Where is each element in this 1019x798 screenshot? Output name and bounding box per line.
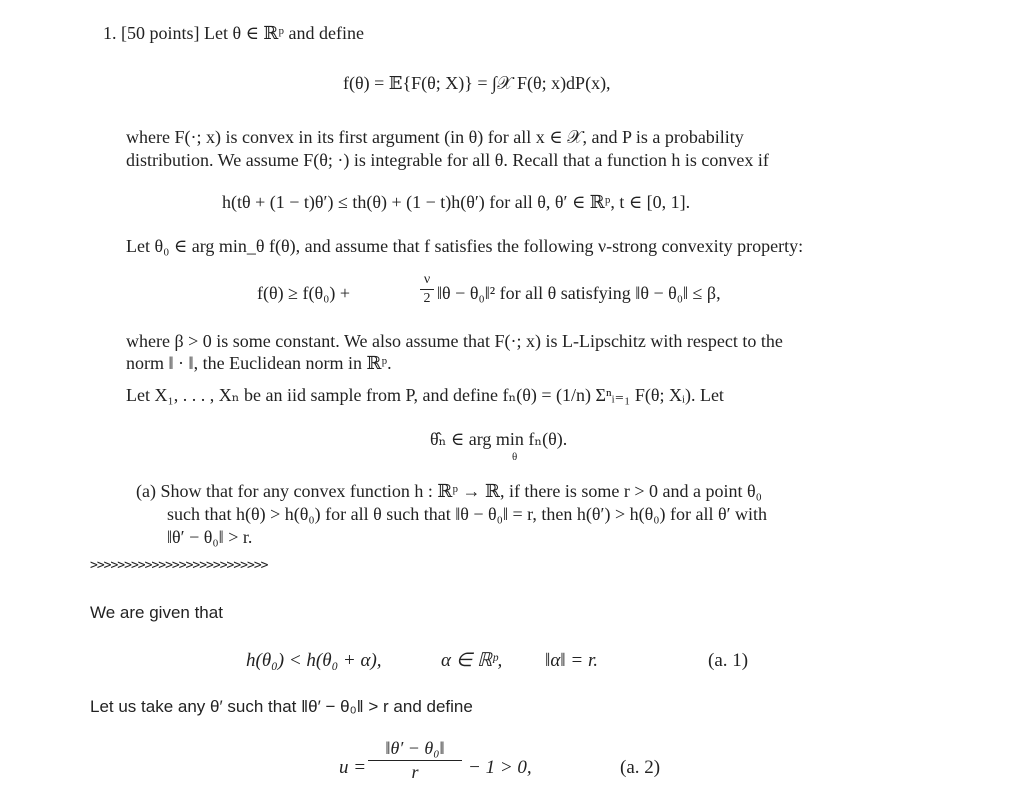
- part-a-line2: such that h(θ) > h(θ₀) for all θ such that ‖θ − θ₀‖ = r, then h(θ′) > h(θ₀) for all θ′ with: [167, 504, 768, 524]
- eq-strong-denominator: 2: [423, 291, 431, 306]
- paragraph-convexity-line1: where F(·; x) is convex in its first argument (in θ) for all x ∈ 𝒳, and P is a probability: [126, 127, 744, 147]
- problem-header: 1. [50 points] Let θ ∈ ℝᵖ and define: [103, 23, 364, 43]
- eq-u-right: − 1 > 0,: [468, 757, 532, 778]
- eq-strong-left: f(θ) ≥ f(θ₀) +: [257, 283, 351, 303]
- paragraph-iid-sample: Let X₁, . . . , Xₙ be an iid sample from P, and define fₙ(θ) = (1/n) Σⁿᵢ₌₁ F(θ; Xᵢ). Let: [126, 385, 724, 405]
- separator-arrows: >>>>>>>>>>>>>>>>>>>>>>>>>>: [90, 558, 268, 573]
- paragraph-strong-convexity: Let θ₀ ∈ arg min_θ f(θ), and assume that f satisfies the following ν-strong convexity property:: [126, 236, 804, 256]
- paragraph-lipschitz-line1: where β > 0 is some constant. We also assume that F(·; x) is L-Lipschitz with respect to the: [126, 331, 783, 351]
- eq-strong-fraction: [420, 272, 434, 307]
- fraction-bar: [368, 760, 462, 761]
- eq-strong-numerator: ν: [423, 272, 431, 287]
- equation-convex-definition: h(tθ + (1 − t)θ′) ≤ th(θ) + (1 − t)h(θ′) for all θ, θ′ ∈ ℝᵖ, t ∈ [0, 1].: [222, 192, 691, 212]
- part-a-line1: (a) Show that for any convex function h : ℝᵖ → ℝ, if there is some r > 0 and a point θ₀: [136, 481, 762, 501]
- eq-u-denominator: r: [411, 762, 419, 782]
- eq-a1-norm: ‖α‖ = r.: [545, 650, 599, 671]
- equation-f-definition: f(θ) = 𝔼{F(θ; X)} = ∫𝒳 F(θ; x)dP(x),: [343, 73, 611, 93]
- eq-thetahat-main: θ̂ₙ ∈ arg min fₙ(θ).: [430, 429, 568, 449]
- paragraph-convexity-line2: distribution. We assume F(θ; ·) is integrable for all θ. Recall that a function h is convex if: [126, 150, 769, 170]
- eq-thetahat-subscript: θ: [512, 451, 518, 463]
- fraction-bar: [420, 289, 434, 290]
- answer-take-text: Let us take any θ′ such that ‖θ′ − θ₀‖ > r and define: [90, 697, 473, 716]
- part-a-line3: ‖θ′ − θ₀‖ > r.: [167, 527, 253, 547]
- eq-a1-mid: α ∈ ℝᵖ,: [441, 650, 503, 671]
- eq-u-numerator: ‖θ′ − θ₀‖: [385, 738, 445, 758]
- paragraph-lipschitz-line2: norm ‖ · ‖, the Euclidean norm in ℝᵖ.: [126, 353, 392, 373]
- eq-a1-tag: (a. 1): [708, 650, 749, 671]
- eq-a2-tag: (a. 2): [620, 757, 661, 778]
- eq-a1-left: h(θ₀) < h(θ₀ + α),: [246, 650, 382, 671]
- eq-u-fraction: [368, 738, 462, 783]
- eq-strong-right: ‖θ − θ₀‖² for all θ satisfying ‖θ − θ₀‖ ≤ β,: [437, 283, 721, 303]
- answer-given-text: We are given that: [90, 603, 223, 622]
- eq-u-left: u =: [339, 757, 367, 778]
